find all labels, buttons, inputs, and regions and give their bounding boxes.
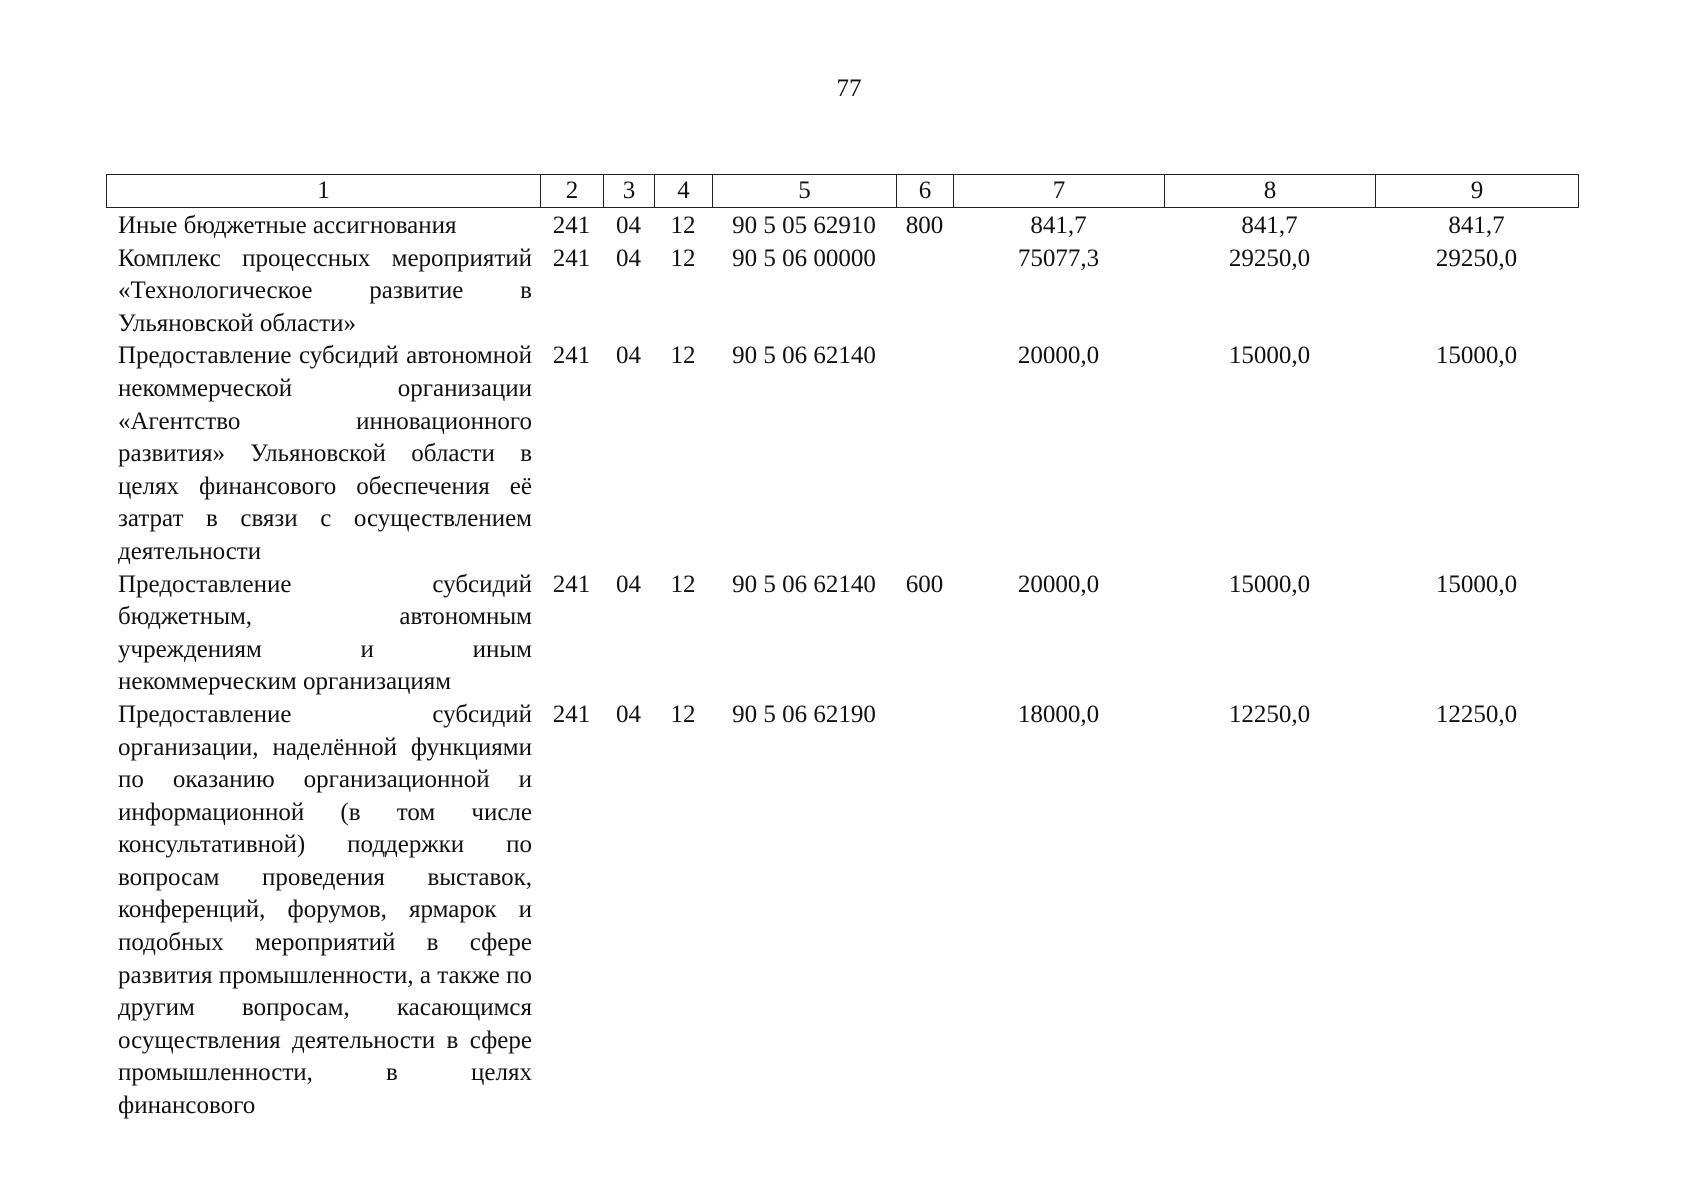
cell-col-8: 12250,0 — [1228, 700, 1311, 728]
cell-col-4: 12 — [670, 342, 696, 370]
column-number-header — [106, 174, 1579, 208]
cell-col-6: 600 — [905, 570, 944, 598]
column-header-4: 4 — [655, 175, 713, 208]
cell-col-7: 841,7 — [1030, 212, 1087, 239]
row-name: Комплекс процессных мероприятий «Технологическое развитие в Ульяновской области» — [118, 244, 532, 337]
cell-col-4: 12 — [670, 700, 696, 728]
column-header-2: 2 — [541, 175, 604, 208]
cell-col-9: 841,7 — [1448, 212, 1505, 239]
cell-col-4: 12 — [670, 570, 696, 598]
cell-col-2: 241 — [552, 342, 591, 370]
table-row — [106, 243, 1578, 341]
cell-col-7: 18000,0 — [1017, 700, 1100, 728]
cell-col-3: 04 — [616, 244, 641, 272]
row-name: Предоставление субсидий организации, наделённой функциями по оказанию организационной и информационной (в том числе консультативной) поддержки по вопросам проведения выставок, конференций, форумов, ярмарок и подобных мероприятий в сфере развития промышленности, а также по другим вопросам, касающимся осуществления деятельности в сфере промышленности, в целях финансового — [118, 700, 532, 1120]
column-header-7: 7 — [954, 175, 1165, 208]
cell-col-3: 04 — [616, 212, 641, 239]
table-row — [106, 569, 1578, 699]
cell-col-8: 15000,0 — [1228, 570, 1311, 598]
cell-col-2: 241 — [552, 700, 591, 728]
cell-col-9: 15000,0 — [1435, 342, 1518, 370]
cell-col-7: 20000,0 — [1017, 570, 1100, 598]
row-name: Предоставление субсидий бюджетным, автономным учреждениям и иным некоммерческим организациям — [118, 570, 532, 696]
cell-col-9: 29250,0 — [1435, 244, 1518, 272]
cell-col-5: 90 5 06 62140 — [732, 342, 876, 370]
column-header-8: 8 — [1165, 175, 1376, 208]
column-header-3: 3 — [604, 175, 655, 208]
cell-col-6: 800 — [905, 212, 944, 239]
budget-table-body — [106, 210, 1578, 1123]
cell-col-9: 12250,0 — [1435, 700, 1518, 728]
table-row — [106, 340, 1578, 568]
page-number: 77 — [836, 75, 862, 102]
cell-col-8: 29250,0 — [1228, 244, 1311, 272]
row-name: Предоставление субсидий автономной некоммерческой организации «Агентство инновационного развития» Ульяновской области в целях финансового обеспечения её затрат в связи с осуществлением деятельности — [118, 342, 532, 565]
cell-col-4: 12 — [670, 244, 696, 272]
cell-col-3: 04 — [616, 342, 641, 370]
column-header-6: 6 — [897, 175, 954, 208]
cell-col-5: 90 5 06 62140 — [732, 570, 876, 598]
cell-col-5: 90 5 05 62910 — [732, 212, 876, 239]
column-header-5: 5 — [713, 175, 897, 208]
table-row — [106, 699, 1578, 1123]
cell-col-8: 841,7 — [1241, 212, 1298, 239]
cell-col-9: 15000,0 — [1435, 570, 1518, 598]
column-header-1: 1 — [107, 175, 541, 208]
cell-col-4: 12 — [670, 212, 696, 239]
cell-col-3: 04 — [616, 700, 641, 728]
cell-col-2: 241 — [552, 244, 591, 272]
cell-col-7: 20000,0 — [1017, 342, 1100, 370]
cell-col-8: 15000,0 — [1228, 342, 1311, 370]
row-name: Иные бюджетные ассигнования — [118, 212, 457, 239]
table-row — [106, 210, 1578, 243]
cell-col-3: 04 — [616, 570, 641, 598]
cell-col-5: 90 5 06 00000 — [732, 244, 876, 272]
cell-col-7: 75077,3 — [1017, 244, 1100, 272]
cell-col-5: 90 5 06 62190 — [732, 700, 876, 728]
cell-col-2: 241 — [552, 212, 591, 239]
cell-col-2: 241 — [552, 570, 591, 598]
column-header-9: 9 — [1376, 175, 1579, 208]
